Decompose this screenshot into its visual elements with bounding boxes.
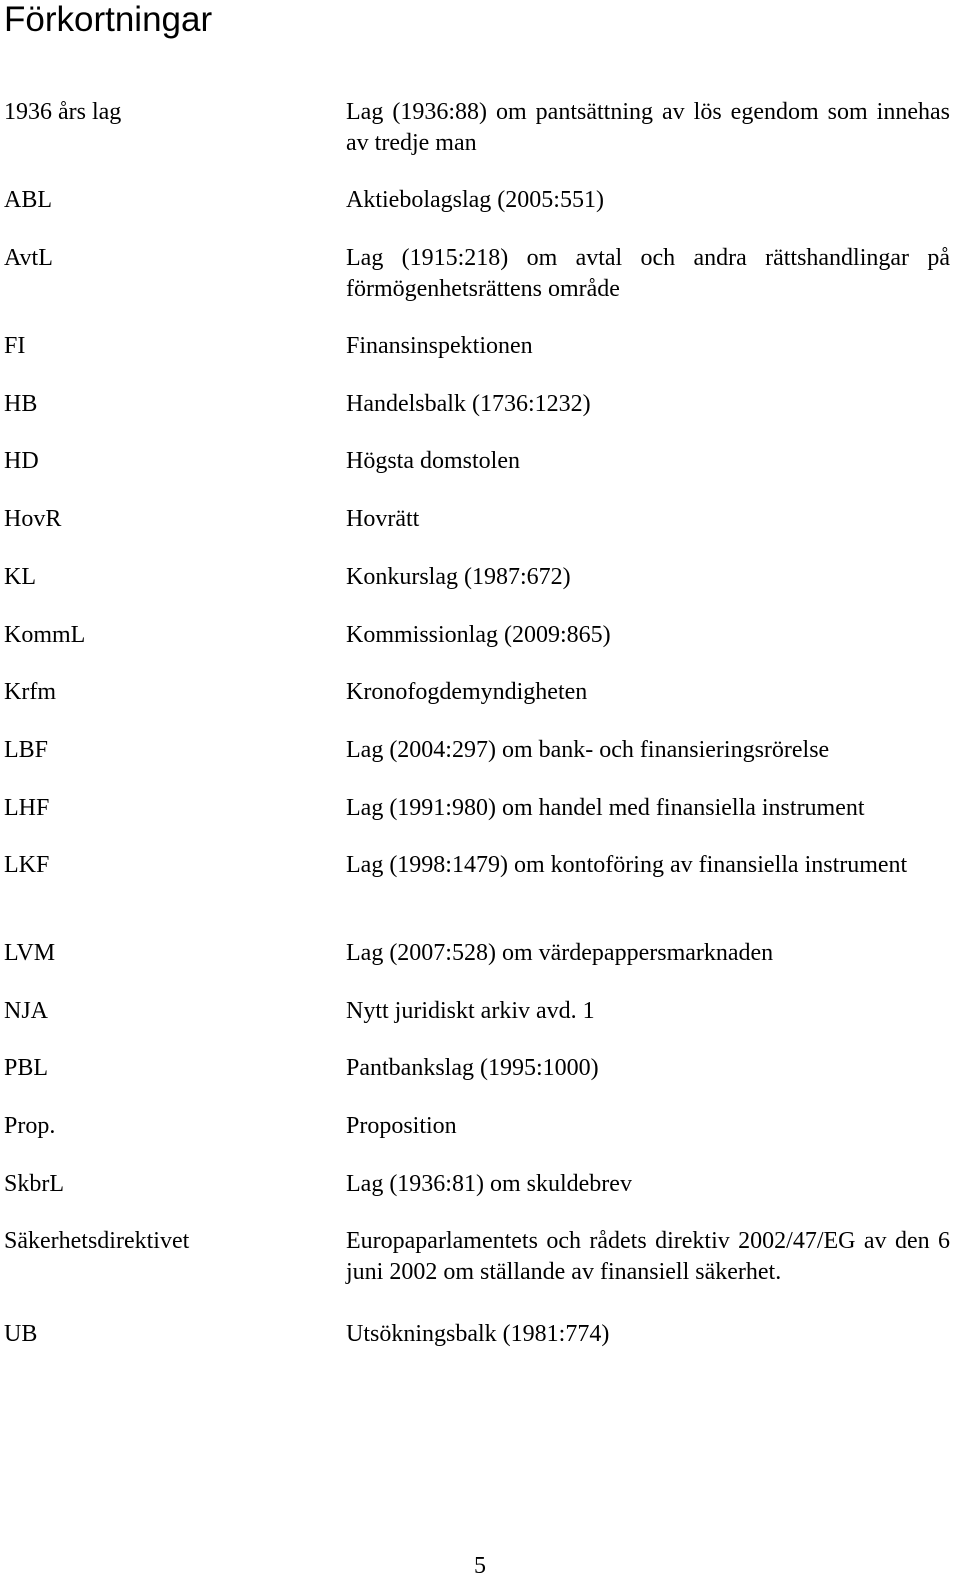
abbreviation-definition: Nytt juridiskt arkiv avd. 1 bbox=[346, 998, 595, 1024]
abbreviation-term: LBF bbox=[4, 737, 49, 763]
abbreviation-term: ABL bbox=[4, 187, 52, 213]
abbreviation-term: PBL bbox=[4, 1055, 49, 1081]
abbreviation-term: Prop. bbox=[4, 1113, 56, 1139]
abbreviation-term: HD bbox=[4, 448, 39, 474]
abbreviation-definition: Aktiebolagslag (2005:551) bbox=[346, 187, 604, 213]
abbreviation-term: LHF bbox=[4, 795, 50, 821]
abbreviation-definition: Lag (1936:81) om skuldebrev bbox=[346, 1171, 632, 1197]
abbreviation-definition: Konkurslag (1987:672) bbox=[346, 564, 571, 590]
abbreviation-term: LKF bbox=[4, 852, 50, 878]
abbreviation-term: KL bbox=[4, 564, 36, 590]
abbreviation-term: UB bbox=[4, 1321, 38, 1347]
abbreviation-term: NJA bbox=[4, 998, 49, 1024]
abbreviation-definition: Lag (1998:1479) om kontoföring av finansiella instrument bbox=[346, 852, 908, 878]
abbreviation-term: FI bbox=[4, 333, 26, 359]
abbreviation-definition: Lag (2004:297) om bank- och finansieringsrörelse bbox=[346, 737, 830, 763]
abbreviation-definition: Finansinspektionen bbox=[346, 333, 533, 359]
abbreviation-term: HB bbox=[4, 391, 38, 417]
abbreviation-definition: Pantbankslag (1995:1000) bbox=[346, 1055, 599, 1081]
abbreviation-term: HovR bbox=[4, 506, 62, 532]
abbreviation-term: 1936 års lag bbox=[4, 99, 122, 125]
abbreviation-definition: Europaparlamentets och rådets direktiv 2002/47/EG av den 6 juni 2002 om ställande av finansiell säkerhet. bbox=[346, 1228, 950, 1285]
abbreviation-definition: Högsta domstolen bbox=[346, 448, 520, 474]
abbreviation-definition: Proposition bbox=[346, 1113, 457, 1139]
abbreviation-definition: Lag (1991:980) om handel med finansiella instrument bbox=[346, 795, 865, 821]
abbreviation-definition: Lag (1936:88) om pantsättning av lös egendom som innehas av tredje man bbox=[346, 99, 950, 156]
page-number: 5 bbox=[474, 1553, 486, 1579]
abbreviation-term: Säkerhetsdirektivet bbox=[4, 1228, 190, 1254]
abbreviation-definition: Handelsbalk (1736:1232) bbox=[346, 391, 591, 417]
abbreviation-term: SkbrL bbox=[4, 1171, 64, 1197]
page-title: Förkortningar bbox=[4, 0, 213, 39]
abbreviation-definition: Lag (1915:218) om avtal och andra rättshandlingar på förmögenhetsrättens område bbox=[346, 245, 950, 302]
abbreviation-definition: Kommissionlag (2009:865) bbox=[346, 622, 611, 648]
abbreviation-definition: Hovrätt bbox=[346, 506, 420, 532]
abbreviation-term: AvtL bbox=[4, 245, 53, 271]
abbreviation-definition: Kronofogdemyndigheten bbox=[346, 679, 588, 705]
abbreviation-term: Krfm bbox=[4, 679, 56, 705]
abbreviation-term: LVM bbox=[4, 940, 56, 966]
abbreviation-definition: Utsökningsbalk (1981:774) bbox=[346, 1321, 610, 1347]
abbreviation-definition: Lag (2007:528) om värdepappersmarknaden bbox=[346, 940, 774, 966]
abbreviation-term: KommL bbox=[4, 622, 86, 648]
